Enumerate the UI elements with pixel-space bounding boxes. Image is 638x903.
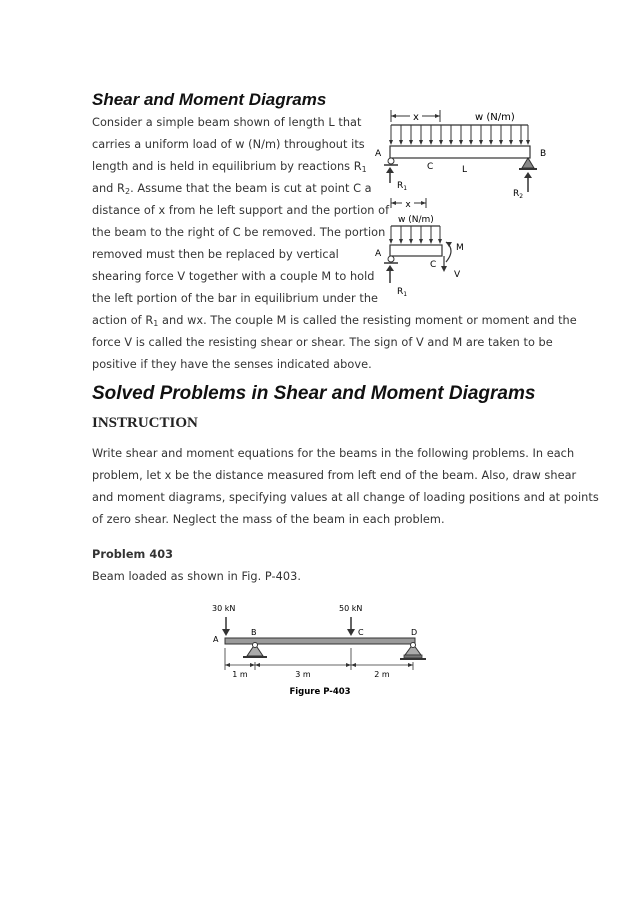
- load-30kn-label: 30 kN: [212, 604, 236, 613]
- dim-1m-label: 1 m: [232, 670, 248, 679]
- section-title-solved-problems: Solved Problems in Shear and Moment Diagrams: [92, 383, 536, 404]
- fig1-label-l: L: [462, 165, 468, 175]
- figure-caption: Figure P-403: [289, 687, 351, 697]
- section-title-shear-moment: Shear and Moment Diagrams: [92, 90, 327, 109]
- instruction-line-1: Write shear and moment equations for the beams in the following problems. In each: [92, 447, 575, 460]
- fig3-label-b: B: [251, 628, 257, 637]
- fig3-label-a: A: [213, 635, 219, 644]
- fig3-label-d: D: [411, 628, 418, 637]
- fig2-load-label: w (N/m): [398, 215, 434, 225]
- fig2-label-c: C: [430, 260, 437, 270]
- instruction-heading: INSTRUCTION: [92, 415, 198, 431]
- paragraph-line-7: removed must then be replaced by vertical: [92, 248, 339, 261]
- fig1-x-label: x: [413, 112, 419, 123]
- paragraph-line-8: shearing force V together with a couple M to hold: [92, 270, 375, 283]
- fig2-label-v: V: [454, 270, 461, 280]
- instruction-line-2: problem, let x be the distance measured from left end of the beam. Also, draw shear: [92, 469, 577, 482]
- paragraph-line-4: and $R_2$. Assume that the beam is cut at point C a: [92, 182, 372, 196]
- paragraph-line-1: Consider a simple beam shown of length L that: [92, 116, 362, 129]
- paragraph-line-9: the left portion of the bar in equilibrium under the: [92, 292, 379, 305]
- fig3-label-c: C: [358, 628, 364, 637]
- dim-2m-label: 2 m: [374, 670, 390, 679]
- paragraph-line-11: force V is called the resisting shear or shear. The sign of V and M are taken to be: [92, 336, 553, 349]
- dim-3m-label: 3 m: [295, 670, 311, 679]
- problem-description: Beam loaded as shown in Fig. P-403.: [92, 570, 302, 583]
- paragraph-line-10: action of $R_1$ and wx. The couple M is called the resisting moment or moment and the: [92, 314, 577, 328]
- problem-title: Problem 403: [92, 548, 174, 561]
- fig1-label-b: B: [540, 149, 547, 159]
- instruction-line-3: and moment diagrams, specifying values at all change of loading positions and at points: [92, 491, 599, 504]
- fig2-label-m: M: [456, 243, 464, 253]
- instruction-line-4: of zero shear. Neglect the mass of the beam in each problem.: [92, 513, 445, 526]
- fig1-reaction-r2: $R_2$: [513, 189, 524, 200]
- fig1-label-c: C: [427, 162, 434, 172]
- fig2-label-a: A: [375, 249, 382, 259]
- figure-p403: [200, 598, 440, 703]
- fig1-load-label: w (N/m): [475, 112, 515, 123]
- paragraph-line-3: length and is held in equilibrium by reactions $R_1$: [92, 160, 367, 174]
- fig1-label-a: A: [375, 149, 382, 159]
- load-50kn-label: 50 kN: [339, 604, 363, 613]
- paragraph-line-2: carries a uniform load of w (N/m) throughout its: [92, 138, 365, 151]
- fig2-reaction-r1: $R_1$: [397, 287, 408, 298]
- paragraph-line-6: the beam to the right of C be removed. The portion: [92, 226, 386, 239]
- fig1-reaction-r1: $R_1$: [397, 181, 408, 192]
- simple-beam-figure: [370, 108, 560, 200]
- free-body-figure: [370, 198, 480, 298]
- paragraph-line-5: distance of x from he left support and the portion of: [92, 204, 390, 217]
- paragraph-line-12: positive if they have the senses indicated above.: [92, 358, 372, 371]
- fig2-x-label: x: [405, 200, 411, 210]
